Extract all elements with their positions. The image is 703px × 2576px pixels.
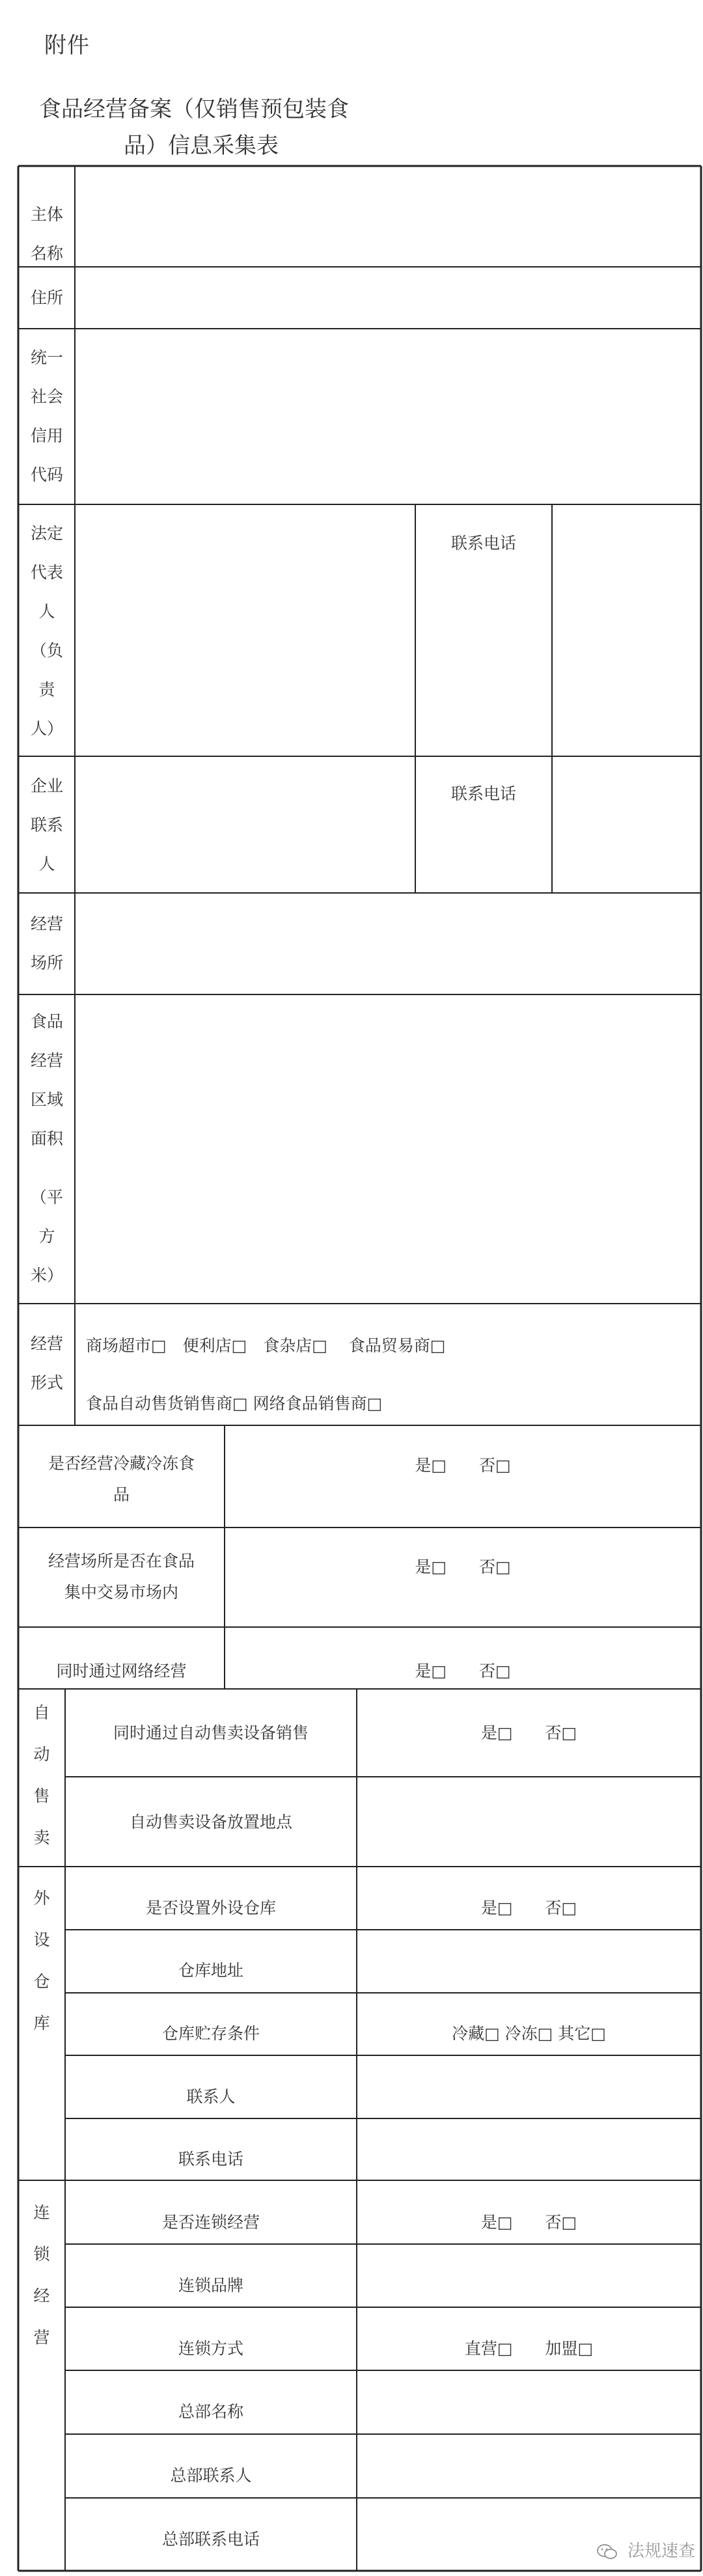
contact-phone-label: 联系电话 bbox=[450, 784, 516, 803]
hq-contact-label: 总部联系人 bbox=[170, 2466, 252, 2485]
chain-mode-options[interactable]: 直营□ 加盟□ bbox=[464, 2339, 594, 2358]
market-question-1: 经营场所是否在食品 bbox=[48, 1552, 195, 1570]
credit-code-label bbox=[27, 338, 66, 495]
area-label-2: 经营 bbox=[30, 1051, 63, 1070]
frozen-food-question bbox=[18, 1448, 225, 1511]
watermark-text: 法规速查 bbox=[627, 2542, 695, 2561]
vending-location-label: 自动售卖设备放置地点 bbox=[129, 1813, 292, 1831]
warehouse-question: 是否设置外设仓库 bbox=[145, 1898, 276, 1917]
contact-label-2: 联系 bbox=[30, 815, 63, 834]
contact-label bbox=[27, 767, 66, 884]
title-line-2: 品）信息采集表 bbox=[124, 133, 279, 159]
chain-brand-label: 连锁品牌 bbox=[178, 2276, 243, 2295]
warehouse-phone-label: 联系电话 bbox=[178, 2150, 243, 2169]
business-form-options-2[interactable]: 食品自动售货销售商□ 网络食品销售商□ bbox=[86, 1394, 383, 1413]
warehouse-contact-label: 联系人 bbox=[186, 2087, 236, 2106]
premises-label bbox=[27, 905, 66, 983]
chain-label-3: 经 bbox=[33, 2286, 50, 2305]
legal-rep-phone-label: 联系电话 bbox=[450, 534, 516, 553]
business-form-label-1: 经营 bbox=[30, 1334, 63, 1353]
warehouse-label-2: 设 bbox=[33, 1930, 50, 1949]
entity-name-label bbox=[27, 195, 66, 273]
warehouse-label-4: 库 bbox=[33, 2014, 50, 2033]
chain-label-2: 锁 bbox=[33, 2245, 50, 2264]
market-yes-no[interactable]: 是□ 否□ bbox=[415, 1557, 511, 1576]
business-form-label-2: 形式 bbox=[30, 1373, 63, 1392]
area-label-4: 面积 bbox=[30, 1129, 63, 1148]
vending-label-3: 售 bbox=[33, 1787, 50, 1805]
online-yes-no[interactable]: 是□ 否□ bbox=[415, 1662, 511, 1680]
area-label-7: 方 bbox=[38, 1227, 55, 1246]
credit-code-label-3: 信用 bbox=[30, 426, 63, 445]
chain-yes-no[interactable]: 是□ 否□ bbox=[480, 2213, 577, 2232]
chain-mode-label: 连锁方式 bbox=[178, 2339, 243, 2358]
legal-rep-label-5: 责 bbox=[38, 680, 55, 699]
frozen-food-question-2: 品 bbox=[113, 1485, 130, 1504]
credit-code-label-2: 社会 bbox=[30, 387, 63, 406]
entity-name-label-1: 主体 bbox=[30, 205, 63, 224]
premises-label-2: 场所 bbox=[30, 953, 63, 972]
area-label-5 bbox=[27, 1158, 66, 1178]
legal-rep-label bbox=[27, 514, 66, 748]
legal-rep-label-1: 法定 bbox=[30, 524, 63, 543]
watermark bbox=[596, 2538, 695, 2562]
chain-label-4: 营 bbox=[33, 2328, 50, 2347]
hq-name-label: 总部名称 bbox=[178, 2402, 243, 2421]
warehouse-yes-no[interactable]: 是□ 否□ bbox=[480, 1898, 577, 1917]
attachment-label: 附件 bbox=[44, 33, 90, 59]
warehouse-storage-label: 仓库贮存条件 bbox=[161, 2024, 260, 2043]
hq-phone-label: 总部联系电话 bbox=[161, 2530, 260, 2549]
contact-label-1: 企业 bbox=[30, 776, 63, 795]
warehouse-label-1: 外 bbox=[33, 1889, 50, 1908]
market-question-2: 集中交易市场内 bbox=[64, 1583, 178, 1602]
area-label bbox=[27, 1002, 66, 1295]
premises-label-1: 经营 bbox=[30, 914, 63, 933]
vending-yes-no[interactable]: 是□ 否□ bbox=[480, 1723, 577, 1742]
warehouse-label-3: 仓 bbox=[33, 1972, 50, 1991]
vending-label-1: 自 bbox=[33, 1703, 50, 1722]
entity-name-label-2: 名称 bbox=[30, 244, 63, 263]
frozen-food-question-1: 是否经营冷藏冷冻食 bbox=[48, 1454, 195, 1473]
chain-label-1: 连 bbox=[33, 2203, 50, 2222]
area-label-3: 区域 bbox=[30, 1090, 63, 1109]
area-label-1: 食品 bbox=[30, 1012, 63, 1031]
wechat-icon bbox=[596, 2543, 618, 2560]
credit-code-label-1: 统一 bbox=[30, 348, 63, 367]
chain-question: 是否连锁经营 bbox=[161, 2213, 260, 2232]
vending-label-4: 卖 bbox=[33, 1828, 50, 1847]
warehouse-storage-options[interactable]: 冷藏□ 冷冻□ 其它□ bbox=[452, 2024, 606, 2043]
legal-rep-label-3: 人 bbox=[38, 602, 55, 621]
business-form-options-1[interactable]: 商场超市□ 便利店□ 食杂店□ 食品贸易商□ bbox=[86, 1336, 446, 1355]
area-label-6: （平 bbox=[30, 1188, 63, 1207]
vending-section-label bbox=[22, 1692, 61, 1859]
vending-label-2: 动 bbox=[33, 1745, 50, 1764]
credit-code-label-4: 代码 bbox=[30, 465, 63, 484]
business-form-label bbox=[27, 1324, 66, 1403]
market-question bbox=[18, 1546, 225, 1608]
address-label bbox=[27, 279, 66, 318]
legal-rep-label-2: 代表 bbox=[30, 563, 63, 582]
title-line-1: 食品经营备案（仅销售预包装食 bbox=[39, 96, 349, 122]
legal-rep-label-6: 人） bbox=[30, 719, 63, 738]
legal-rep-label-4: （负 bbox=[30, 641, 63, 660]
warehouse-section-label bbox=[22, 1878, 61, 2044]
area-label-8: 米） bbox=[30, 1266, 63, 1285]
frozen-food-yes-no[interactable]: 是□ 否□ bbox=[415, 1456, 511, 1475]
contact-label-3: 人 bbox=[38, 855, 55, 873]
warehouse-address-label: 仓库地址 bbox=[178, 1961, 243, 1980]
online-question: 同时通过网络经营 bbox=[56, 1662, 187, 1680]
address-label-text: 住所 bbox=[30, 288, 63, 307]
form-title bbox=[39, 91, 404, 164]
chain-section-label bbox=[22, 2192, 61, 2359]
vending-question: 同时通过自动售卖设备销售 bbox=[113, 1723, 309, 1742]
